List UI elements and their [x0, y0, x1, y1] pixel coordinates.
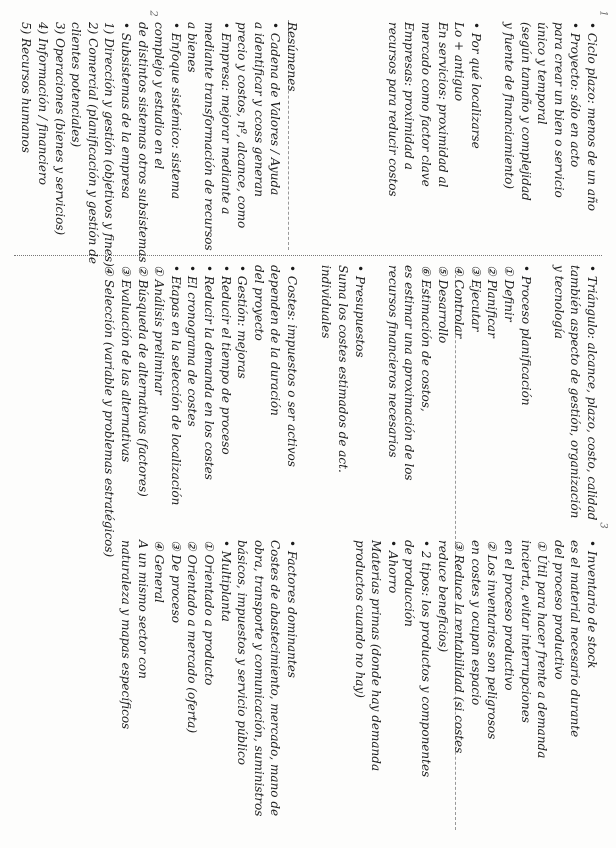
- handwritten-line: • Inventario de stock: [585, 540, 599, 669]
- handwritten-line: • Etapas en la selección de localización: [168, 265, 183, 506]
- handwritten-line: • Ahorro: [385, 540, 400, 594]
- handwritten-line: mediante transformación de recursos: [202, 22, 217, 251]
- handwritten-panel-location: [117, 540, 300, 816]
- handwritten-line: es el material necesario durante: [568, 540, 583, 738]
- handwritten-line: precio y costos, nº, alcance, como: [235, 22, 250, 229]
- handwritten-line: ② Planificar: [485, 265, 500, 338]
- handwritten-line: • 2 tipos: los productos y componentes: [419, 540, 434, 778]
- handwritten-line: Costes de abastecimiento, mercado, mano de: [268, 540, 283, 817]
- handwritten-panel-summary: [18, 22, 300, 267]
- handwritten-line: ④ Controlar: [452, 265, 467, 339]
- handwritten-line: del proceso productivo: [551, 540, 566, 680]
- handwritten-line: también aspecto de gestión, organización: [568, 265, 583, 519]
- handwritten-line: de producción: [402, 540, 417, 627]
- handwritten-line: • Gestión: mejoras: [235, 265, 250, 379]
- handwritten-line: en costes y ocupan espacio: [468, 540, 483, 706]
- handwritten-line: reduce beneficios): [435, 540, 450, 653]
- handwritten-line: ① Definir: [502, 265, 517, 322]
- handwritten-line: dependen de la duración: [268, 265, 283, 416]
- handwritten-line: Suma los costes estimados de act.: [336, 265, 351, 473]
- handwritten-line: • Empresa: mejorar mediante a: [218, 22, 233, 215]
- handwritten-line: • Factores dominantes: [285, 540, 299, 678]
- handwritten-line: productos cuando no hay): [352, 540, 367, 698]
- handwritten-line: en el proceso productivo: [502, 540, 517, 691]
- handwritten-line: incierta, evitar interrupciones: [518, 540, 533, 723]
- handwritten-line: ② Búsqueda de alternativas (factores): [135, 265, 150, 497]
- handwritten-line: ⑤ Desarrollo: [435, 265, 450, 344]
- handwritten-line: [484, 22, 501, 211]
- handwritten-line: • Multiplanta: [218, 540, 233, 622]
- handwritten-line: 4) Información / financiero: [36, 22, 51, 185]
- handwritten-line: • Proceso planificación: [518, 265, 533, 406]
- handwritten-line: ① Útil para hacer frente a demanda: [535, 540, 550, 759]
- handwritten-line: ② Orientado a mercado (oferta): [185, 540, 200, 734]
- handwritten-line: del proyecto: [251, 265, 266, 341]
- handwritten-line: naturaleza y mapas específicos: [119, 540, 134, 730]
- handwritten-line: único y temporal: [535, 22, 550, 125]
- handwritten-line: clientes potenciales): [69, 22, 84, 148]
- handwritten-line: • Triángulo: alcance, plazo, costo, calidad: [585, 265, 599, 521]
- handwritten-line: a identificar y ccoss generan: [251, 22, 266, 198]
- handwritten-line: • El cronograma de costes: [185, 265, 200, 427]
- handwritten-line: ③ Ejecutar: [468, 265, 483, 332]
- handwritten-line: • Reducir el tiempo de proceso: [218, 265, 233, 455]
- handwritten-panel-planning: [318, 265, 600, 520]
- handwritten-line: Materias primas (donde hay demanda: [369, 540, 384, 772]
- handwritten-line: Empresas: proximidad a: [402, 22, 417, 170]
- handwritten-line: complejo y estudio en el: [152, 22, 167, 170]
- handwritten-line: para crear un bien o servicio: [551, 22, 566, 198]
- handwritten-line: obra, transporte y comunicación, suministros: [251, 540, 266, 817]
- handwritten-line: y fuente de financiamiento): [502, 22, 517, 190]
- handwritten-line: [368, 265, 385, 520]
- handwritten-line: ⑥ Estimación de costos,: [419, 265, 434, 412]
- handwritten-line: • Subsistemas de la empresa: [119, 22, 134, 199]
- handwritten-line: (según tamaño y complejidad: [518, 22, 533, 201]
- handwritten-line: recursos para reducir costos: [385, 22, 400, 197]
- handwritten-line: • Presupuestos: [352, 265, 367, 358]
- handwritten-line: ④ Selección (variable y problemas estratégicos): [102, 265, 117, 558]
- handwritten-line: • Cadena de Valores / Ayuda: [268, 22, 283, 196]
- handwritten-line: ① Orientado a producto: [202, 540, 217, 686]
- handwritten-line: ① Análisis preliminar: [152, 265, 167, 395]
- handwritten-line: A un mismo sector con: [135, 540, 150, 679]
- handwritten-line: ② Los inventarios son peligrosos: [485, 540, 500, 740]
- handwritten-line: 1) Dirección y gestión (objetivos y fines): [102, 22, 117, 267]
- handwritten-line: ③ De proceso: [168, 540, 183, 623]
- page-number-top: 2: [147, 10, 159, 17]
- handwritten-panel-inventory: [351, 540, 600, 777]
- handwritten-line: individuales: [319, 265, 334, 339]
- handwritten-line: es estimar una aproximación de los: [402, 265, 417, 481]
- handwritten-line: En servicios: proximidad al: [435, 22, 450, 188]
- handwritten-line: • Enfoque sistémico: sistema: [168, 22, 183, 200]
- page-number-top-right: 1: [597, 10, 609, 17]
- handwritten-line: de distintos sistemas otros subsistemas: [135, 22, 150, 263]
- handwritten-line: mercado como factor clave: [419, 22, 434, 187]
- handwritten-line: • Por qué localizarse: [468, 22, 483, 149]
- handwritten-line: ③ Evaluación de las alternativas: [119, 265, 134, 463]
- handwritten-panel-costs: [101, 265, 300, 557]
- handwritten-line: 5) Recursos humanos: [19, 22, 34, 153]
- handwritten-line: a bienes: [185, 22, 200, 73]
- handwritten-line: 3) Operaciones (bienes y servicios): [52, 22, 67, 236]
- handwritten-line: ④ General: [152, 540, 167, 603]
- handwritten-line: ③ Reduce la rentabilidad (si costes: [452, 540, 467, 754]
- handwritten-line: • Ciclo plazo: menos de un año: [585, 22, 599, 211]
- handwritten-line: recursos financieros necesarios: [385, 265, 400, 458]
- handwritten-line: Lo + antiguo: [452, 22, 467, 102]
- handwritten-line: [534, 265, 551, 520]
- page-number-bottom: 3: [597, 522, 609, 529]
- handwritten-line: y tecnología: [551, 265, 566, 339]
- handwritten-line: • Reducir la demanda en los costes: [202, 265, 217, 480]
- handwritten-line: 2) Comercial (planificación y gestión de: [85, 22, 100, 264]
- handwritten-panel-project: [384, 22, 600, 211]
- handwritten-line: • Proyecto: sólo en acto: [568, 22, 583, 168]
- handwritten-line: básicos, impuestos y servicio público: [235, 540, 250, 765]
- handwritten-line: Resúmenes: [285, 22, 299, 92]
- handwritten-line: • Costes: impuestos o ser activos: [285, 265, 299, 467]
